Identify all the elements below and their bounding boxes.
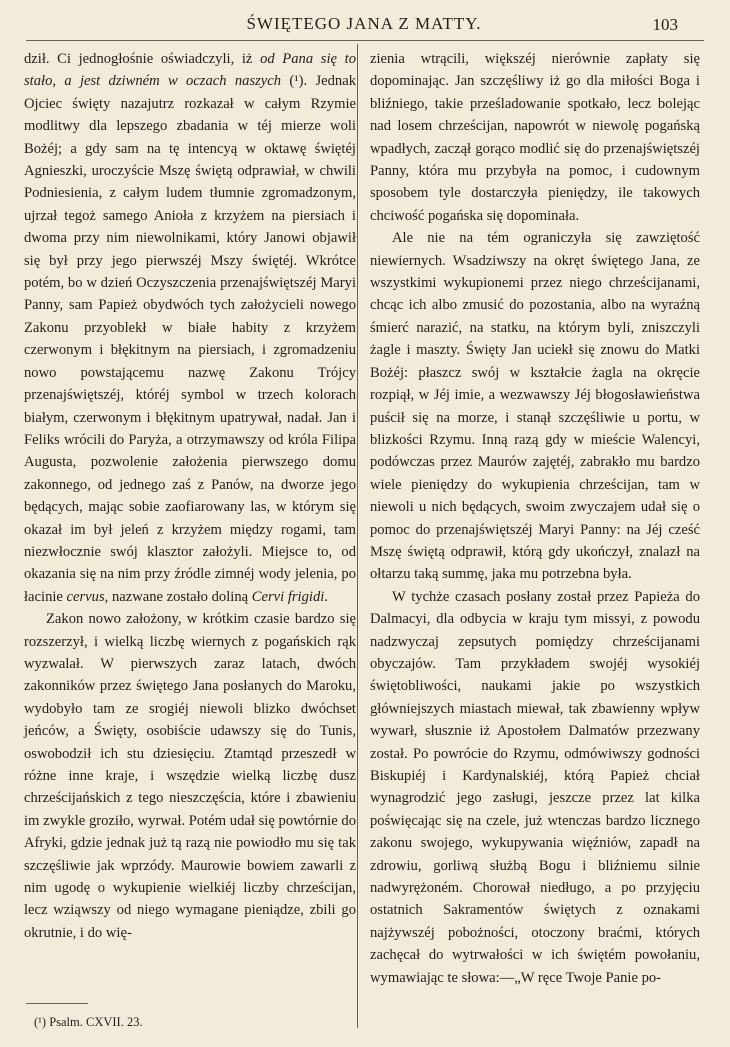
footnote: (¹) Psalm. CXVII. 23. bbox=[34, 1015, 143, 1029]
left-p1-italic-quote: od Pana się to stało, a jest dziwném w oczach naszych bbox=[24, 51, 356, 90]
left-p1-rest: Jednak Ojciec święty nazajutrz rozkazał w całym Rzymie modlitwy dla lepszego zbadania w téj mierze woli Bożéj; a gdy sam na tę intencyą w oktawę świętéj Agnieszki, uroczyście Mszę świętą odprawiał, w chwili Podniesienia, z całym ludem tłumnie zgromadzonym, ujrzał tegoż samego Anioła z krzyżem na piersiach i dwoma przy nim niewolnikami, który Janowi objawił się był przy jego pierwszéj Mszy świętéj. Wkrótce potém, bo w dzień Oczyszczenia przenajświętszéj Maryi Panny, sam Papież obydwóch tych założycieli nowego Zakonu przyoblekł w białe habity z krzyżem czerwonym i błękitnym na piersiach, i zgromadzeniu nowo powstającemu nazwę Zakonu Trójcy przenajświętszéj, któréj symbol w trzech kolorach białym, czerwonym i błękitnym upatrywał, nadał. Jan i Feliks wrócili do Paryża, a otrzymawszy od króla Filipa Augusta, pozwolenie założenia pierwszego domu zakonnego, od jednego zaś z Panów, na dworze jego będących, mając sobie zaofiarowany las, w którym się okazał im był jeleń z krzyżem między rogami, tam niezwłocznie swój klasztor założyli. Miejsce to, od okazania się na nim przy źródle zimnéj wody jelenia, po łacinie bbox=[24, 73, 356, 605]
left-p1-italic-cervus: cervus bbox=[66, 588, 105, 605]
left-paragraph-2: Zakon nowo założony, w krótkim czasie bardzo się rozszerzył, i wielką liczbę wiernych z pogańskich rąk wyzwalał. W pierwszych zaraz latach, dwóch zakonników przez świętego Jana posłanych do Maroku, wydobyło tam ze srogiéj niewoli blizko dwóchset jeńców, a Święty, osobiście udawszy się do Tunis, oswobodził ich stu dziesięciu. Ztamtąd przeszedł w różne inne kraje, i wszędzie wielką liczbę dusz chrześcijańskich z tego nieszczęścia, które i zbawieniu im zwykle groziło, wyrwał. Potém udał się powtórnie do Afryki, gdzie jednak już tą razą nie powiodło mu się tak szczęśliwie jak wprzódy. Maurowie bowiem zawarli z nim ugodę o wykupienie wielkiéj liczby chrześcijan, lecz wziąwszy od niego wymagane pieniądze, zbili go okrutnie, i do wię- bbox=[24, 611, 356, 941]
left-p1-end: . bbox=[324, 588, 328, 605]
left-column bbox=[24, 48, 356, 944]
left-p1-mid: , nazwane zostało doliną bbox=[104, 588, 252, 605]
right-column bbox=[370, 48, 700, 989]
running-title: ŚWIĘTEGO JANA Z MATTY. bbox=[246, 14, 482, 33]
right-paragraph-1: zienia wtrącili, większéj nierównie zapłaty się dopominając. Jan szczęśliwy iż go dla miłości Boga i bliźniego, takie prześladowanie spotkało, lecz bolejąc nad losem chrześcijan, napowrót w niewolę pogańską wpadłych, zaczął gorąco modlić się do przenajświętszéj Panny, która mu przybyła na pomoc, i cudownym sposobem tyle dostarczyła pieniędzy, ile takowych chciwość pogańska się dopominała. bbox=[370, 51, 700, 224]
left-p1-start: dził. Ci jednogłośnie oświadczyli, iż bbox=[24, 51, 261, 67]
page-header bbox=[24, 14, 704, 38]
footnote-reference: (¹). bbox=[281, 73, 308, 90]
left-paragraph-1 bbox=[24, 48, 356, 608]
right-paragraph-2: Ale nie na tém ograniczyła się zawziętość niewiernych. Wsadziwszy na okręt świętego Jana, ze wszystkimi wykupionemi przez niego chrześcijanami, chcąc ich albo zmusić do pozostania, albo na wyraźną śmierć narazić, na statku, na którym byli, zniszczyli żagle i maszty. Święty Jan uciekł się znowu do Matki Bożéj: płaszcz swój w kształcie żagla na okręcie rozpiął, w Jéj imie, a wezwawszy Jéj błogosławieństwa puścił się na morze, i stanął szczęśliwie u portu, w blizkości Rzymu. Inną razą gdy w mieście Walencyi, podówczas przez Maurów zajętéj, zabrakło mu bardzo wiele pieniędzy do wykupienia chrześcijan, tam w niewoli u nich będących, swoim zwyczajem udał się o pomoc do przenajświętszéj Maryi Panny: na Jéj cześć Mszę świętą odprawił, którą gdy ukończył, znalazł na ołtarzu taką summę, jaka mu potrzebna była. bbox=[370, 230, 700, 583]
column-divider bbox=[357, 44, 358, 1028]
header-rule bbox=[26, 40, 704, 41]
page-number: 103 bbox=[652, 15, 678, 34]
left-p1-italic-cervi: Cervi frigidi bbox=[251, 588, 325, 605]
right-paragraph-3: W tychże czasach posłany został przez Papieża do Dalmacyi, dla odbycia w kraju tym missyi, z powodu nadzwyczaj zepsutych pomiędzy chrześcijanami obyczajów. Tam przykładem swojéj wysokiéj świętobliwości, naukami jakie po wszystkich główniejszych miastach miewał, tak zbawienny wpływ wywarł, słusznie iż Apostołem Dalmatów przezwany został. Po powrócie do Rzymu, odmówiwszy godności Biskupiéj i Kardynalskiéj, którą Papież chciał wynagrodzić jego zasługi, jeszcze przez lat kilka poświęcając się na czele, już wtenczas bardzo licznego zakonu swojego, wykupywania więźniów, zapadł na zdrowiu, gorliwą służbą Bogu i bliźniemu silnie nadwyrężoném. Chorował niedługo, a po przyjęciu ostatnich Sakramentów świętych z oznakami najżywszéj pobożności, otoczony braćmi, których zachęcał do wytrwałości w ich świętém powołaniu, wymawiając te słowa:—„W ręce Twoje Panie po- bbox=[370, 588, 700, 986]
footnote-rule bbox=[26, 1003, 88, 1004]
